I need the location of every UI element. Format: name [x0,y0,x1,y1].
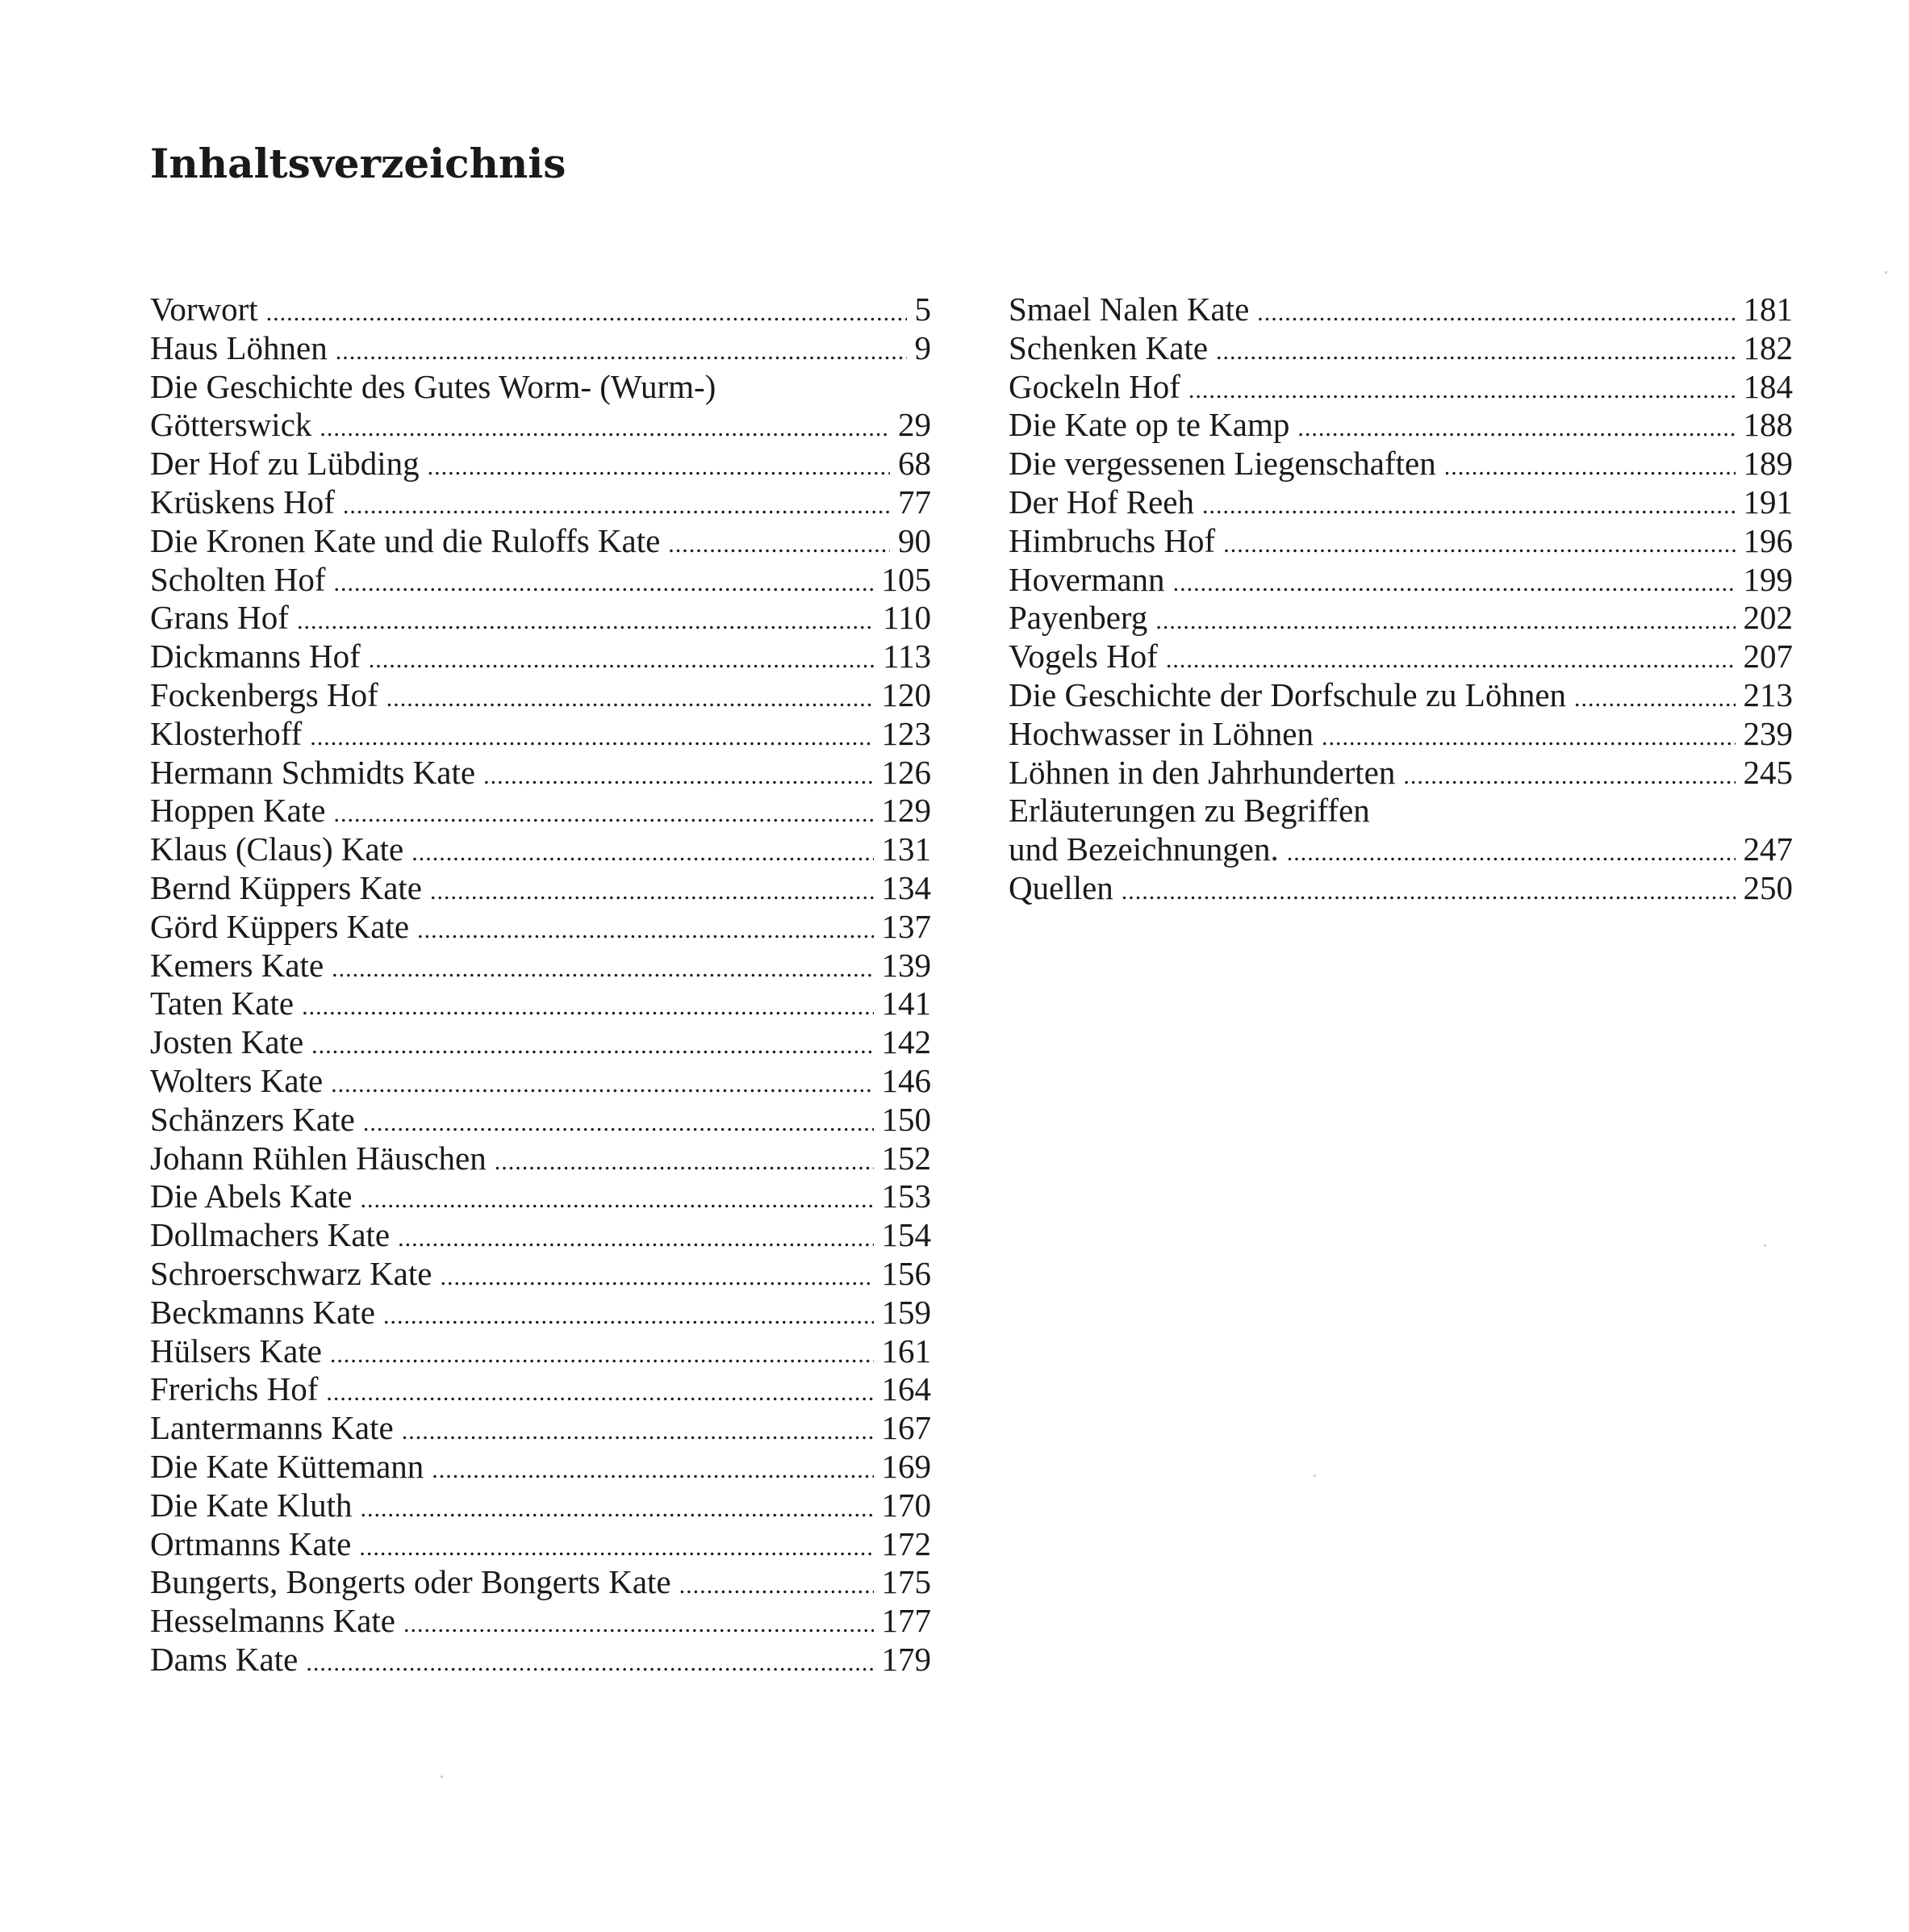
toc-page-number: 141 [881,985,931,1022]
toc-entry-title: Fockenbergs Hof [150,675,378,713]
toc-dot-leader [398,1219,873,1258]
toc-page-number: 146 [881,1061,931,1099]
toc-entry-title: Krüskens Hof [150,483,335,521]
toc-page-number: 181 [1743,291,1793,328]
toc-entry-title: Die Kronen Kate und die Ruloffs Kate [150,521,661,559]
toc-dot-leader [336,332,907,371]
toc-entry-title: Löhnen in den Jahrhunderten [1009,753,1396,791]
toc-dot-leader [411,834,873,872]
toc-right-column [1009,291,1793,908]
toc-page-number: 202 [1743,599,1793,637]
toc-entry [1009,754,1793,792]
toc-dot-leader [363,1104,874,1143]
toc-page-number: 156 [881,1254,931,1292]
toc-entry-title: Beckmanns Kate [150,1293,375,1331]
toc-entry-title: Hülsers Kate [150,1332,322,1370]
toc-entry-title: Dollmachers Kate [150,1216,391,1254]
toc-entry-title: Die Abels Kate [150,1177,353,1215]
toc-entry [150,1216,931,1255]
toc-entry [150,291,931,329]
toc-entry [150,1177,931,1216]
toc-page-number: 169 [881,1447,931,1485]
toc-entry-title: Die vergessenen Liegenschaften [1009,445,1436,483]
toc-dot-leader [359,1528,873,1567]
toc-dot-leader [302,988,873,1027]
toc-page-number: 184 [1743,367,1793,405]
toc-dot-leader [1216,332,1735,371]
toc-entry-title: Die Kate Kluth [150,1486,353,1524]
toc-entry [150,1023,931,1062]
toc-entry [150,368,931,407]
toc-entry-title: Josten Kate [150,1023,304,1061]
toc-page-number: 247 [1743,830,1793,868]
toc-dot-leader [1257,294,1735,332]
toc-entry-title: Götterswick [150,406,312,444]
toc-entry-title: Haus Löhnen [150,328,328,366]
toc-entry-title: Quellen [1009,868,1113,906]
toc-entry-title: Hochwasser in Löhnen [1009,714,1314,752]
toc-left-column [150,291,931,1679]
toc-dot-leader [428,448,890,487]
toc-dot-leader [369,641,875,680]
toc-entry [150,1487,931,1525]
toc-dot-leader [311,1027,873,1065]
toc-entry [1009,830,1793,869]
toc-entry [1009,445,1793,483]
toc-page-number: 239 [1743,714,1793,752]
toc-dot-leader [360,1181,873,1219]
toc-entry [150,329,931,368]
toc-page-number: 159 [881,1293,931,1331]
toc-page-number: 161 [881,1332,931,1370]
toc-entry [150,1525,931,1564]
toc-page-number: 5 [914,291,931,328]
toc-entry-title: Die Geschichte des Gutes Worm- (Wurm-) [150,367,716,405]
toc-dot-leader [266,294,907,332]
paper-speck [1885,271,1887,274]
toc-entry [150,1370,931,1409]
toc-page-number: 182 [1743,328,1793,366]
toc-entry [150,1332,931,1371]
toc-page-number: 90 [898,521,931,559]
toc-dot-leader [495,1143,874,1181]
toc-dot-leader [432,1451,873,1490]
toc-entry [150,1140,931,1178]
toc-entry-title: Kemers Kate [150,946,324,984]
toc-entry [1009,561,1793,600]
toc-entry [150,522,931,561]
toc-page-number: 139 [881,946,931,984]
toc-entry [150,792,931,830]
toc-entry-title: Johann Rühlen Häuschen [150,1139,487,1177]
toc-entry-title: Schroerschwarz Kate [150,1254,432,1292]
toc-dot-leader [333,795,873,834]
toc-page-number: 250 [1743,868,1793,906]
toc-page-number: 170 [881,1486,931,1524]
toc-entry-title: Smael Nalen Kate [1009,291,1250,328]
toc-dot-leader [483,757,873,796]
toc-page-number: 153 [881,1177,931,1215]
toc-dot-leader [679,1566,874,1605]
toc-entry-title: Die Kate op te Kamp [1009,406,1290,444]
toc-page-number: 129 [881,792,931,830]
toc-entry [150,1101,931,1140]
toc-entry-title: Die Kate Küttemann [150,1447,424,1485]
toc-entry-title: Erläuterungen zu Begriffen [1009,792,1370,830]
toc-entry [150,1255,931,1294]
toc-dot-leader [320,409,890,448]
toc-entry [1009,406,1793,445]
toc-page-number: 152 [881,1139,931,1177]
paper-speck [1764,1244,1766,1247]
toc-page-number: 188 [1743,406,1793,444]
toc-dot-leader [383,1297,874,1336]
toc-entry-title: Schänzers Kate [150,1100,355,1138]
toc-entry [150,1602,931,1641]
toc-entry [150,1409,931,1448]
toc-dot-leader [403,1605,874,1644]
toc-page-number: 110 [883,599,931,637]
toc-page-number: 154 [881,1216,931,1254]
toc-page-number: 113 [883,638,931,675]
toc-entry-title: Der Hof Reeh [1009,483,1194,521]
toc-dot-leader [668,525,890,564]
toc-dot-leader [440,1258,873,1297]
toc-page-number: 179 [881,1640,931,1678]
toc-dot-leader [297,602,875,641]
toc-dot-leader [331,1065,873,1104]
toc-entry-title: Bernd Küppers Kate [150,868,423,906]
toc-dot-leader [1444,448,1736,487]
toc-page-number: 167 [881,1409,931,1447]
toc-entry [150,1563,931,1602]
toc-entry [150,715,931,754]
toc-entry-title: Görd Küppers Kate [150,907,410,945]
toc-entry-title: und Bezeichnungen. [1009,830,1279,868]
toc-page-number: 105 [881,560,931,598]
toc-dot-leader [343,487,890,525]
toc-entry-title: Vogels Hof [1009,638,1158,675]
toc-dot-leader [306,1644,873,1683]
toc-entry [1009,522,1793,561]
toc-dot-leader [310,718,873,757]
toc-page-number: 137 [881,907,931,945]
toc-entry [150,561,931,600]
toc-page-number: 29 [898,406,931,444]
toc-dot-leader [417,911,873,950]
toc-dot-leader [1297,409,1735,448]
toc-page-number: 172 [881,1524,931,1562]
toc-page-number: 213 [1743,675,1793,713]
paper-speck [1314,1474,1316,1477]
toc-entry [150,1062,931,1101]
toc-dot-leader [1188,371,1736,410]
toc-entry-title: Hesselmanns Kate [150,1602,395,1640]
toc-entry [150,638,931,676]
toc-page-number: 191 [1743,483,1793,521]
toc-page-number: 134 [881,868,931,906]
toc-entry-title: Hermann Schmidts Kate [150,753,476,791]
toc-entry [150,830,931,869]
toc-page-number: 245 [1743,753,1793,791]
toc-entry [150,754,931,792]
toc-entry [150,483,931,522]
toc-dot-leader [1166,641,1736,680]
toc-entry-title: Lantermanns Kate [150,1409,394,1447]
toc-page-number: 68 [898,445,931,483]
toc-entry [150,445,931,483]
toc-entry-title: Bungerts, Bongerts oder Bongerts Kate [150,1563,671,1601]
toc-entry [150,406,931,445]
toc-entry [1009,599,1793,638]
toc-page-number: 142 [881,1023,931,1061]
toc-entry-title: Gockeln Hof [1009,367,1180,405]
toc-entry [150,947,931,985]
toc-dot-leader [1122,872,1736,911]
toc-page-number: 199 [1743,560,1793,598]
toc-entry-title: Schenken Kate [1009,328,1209,366]
toc-entry-title: Hovermann [1009,560,1165,598]
toc-dot-leader [1287,834,1736,872]
toc-entry-title: Wolters Kate [150,1061,324,1099]
paper-speck [441,1775,443,1778]
toc-dot-leader [1322,718,1735,757]
toc-dot-leader [330,1336,874,1374]
toc-dot-leader [386,680,874,718]
toc-entry [150,676,931,715]
toc-page-number: 164 [881,1370,931,1408]
toc-entry-title: Payenberg [1009,599,1148,637]
toc-entry-title: Himbruchs Hof [1009,521,1216,559]
toc-dot-leader [402,1412,874,1451]
toc-page-number: 196 [1743,521,1793,559]
toc-entry [1009,676,1793,715]
toc-entry [1009,483,1793,522]
toc-page-number: 189 [1743,445,1793,483]
toc-entry-title: Scholten Hof [150,560,326,598]
toc-page-number: 131 [881,830,931,868]
toc-page-number: 150 [881,1100,931,1138]
toc-entry-title: Dickmanns Hof [150,638,361,675]
toc-entry [150,985,931,1023]
toc-entry-title: Die Geschichte der Dorfschule zu Löhnen [1009,675,1567,713]
toc-entry-title: Klosterhoff [150,714,303,752]
toc-entry [150,869,931,908]
toc-dot-leader [1403,757,1735,796]
toc-entry [1009,638,1793,676]
toc-entry [1009,329,1793,368]
toc-page-number: 177 [881,1602,931,1640]
toc-entry-title: Hoppen Kate [150,792,326,830]
toc-entry [150,1448,931,1487]
toc-entry [1009,792,1793,830]
toc-entry-title: Taten Kate [150,985,294,1022]
toc-page-number: 9 [914,328,931,366]
toc-entry [1009,869,1793,908]
toc-entry [1009,368,1793,407]
toc-entry-title: Grans Hof [150,599,289,637]
toc-entry-title: Klaus (Claus) Kate [150,830,404,868]
toc-entry [150,1641,931,1679]
page-title: Inhaltsverzeichnis [150,140,566,187]
toc-entry [150,908,931,947]
toc-entry-title: Dams Kate [150,1640,299,1678]
toc-dot-leader [1574,680,1735,718]
toc-entry [150,599,931,638]
toc-page-number: 207 [1743,638,1793,675]
toc-page-number: 77 [898,483,931,521]
toc-entry-title: Der Hof zu Lübding [150,445,420,483]
toc-page-number: 120 [881,675,931,713]
toc-entry-title: Frerichs Hof [150,1370,319,1408]
toc-entry [150,1294,931,1332]
toc-page-number: 175 [881,1563,931,1601]
toc-dot-leader [334,564,874,603]
toc-entry-title: Ortmanns Kate [150,1524,352,1562]
toc-entry [1009,715,1793,754]
toc-dot-leader [1155,602,1735,641]
toc-page-number: 123 [881,714,931,752]
toc-dot-leader [360,1490,873,1528]
toc-dot-leader [326,1374,873,1412]
toc-dot-leader [1173,564,1736,603]
toc-entry [1009,291,1793,329]
toc-dot-leader [1223,525,1735,564]
toc-dot-leader [1202,487,1736,525]
toc-dot-leader [332,950,873,989]
toc-entry-title: Vorwort [150,291,258,328]
toc-page-number: 126 [881,753,931,791]
toc-dot-leader [430,872,873,911]
